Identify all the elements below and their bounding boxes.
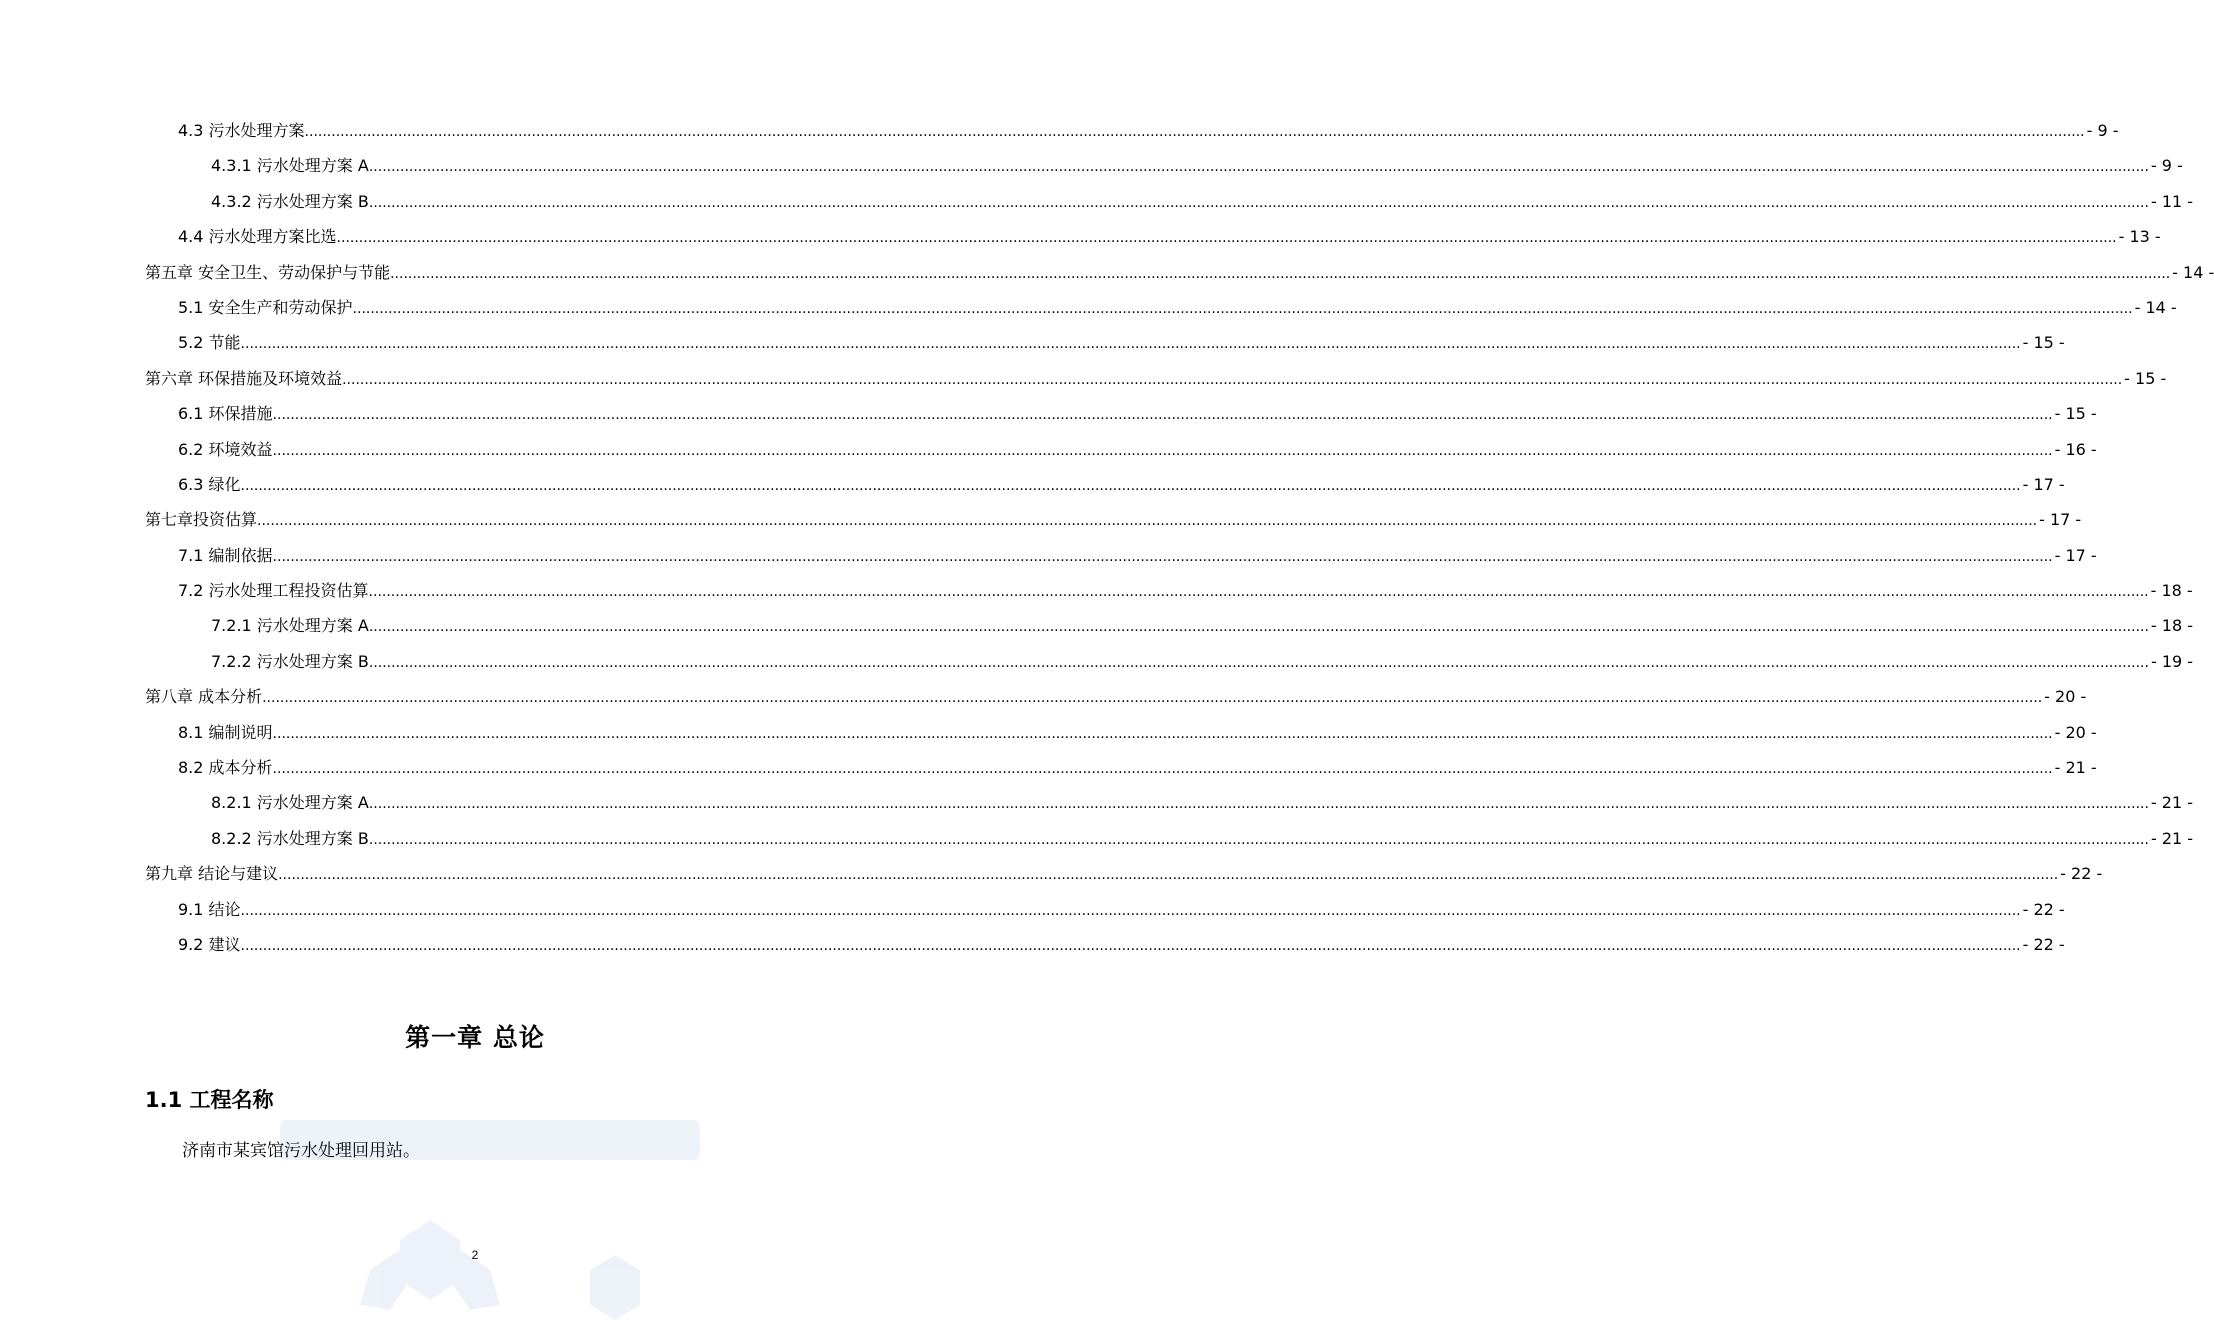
toc-leader-dots: ................................................................................................................................................................................................................................................................................................................................................................................................................ bbox=[368, 619, 2149, 636]
toc-entry-text: 5.2 节能 bbox=[178, 333, 241, 353]
toc-entry[interactable] bbox=[145, 790, 2193, 825]
toc-entry[interactable] bbox=[145, 224, 2161, 259]
toc-leader-dots: ................................................................................................................................................................................................................................................................................................................................................................................................................ bbox=[240, 336, 2021, 353]
toc-entry-page: - 21 - bbox=[2054, 758, 2097, 778]
toc-entry-page: - 20 - bbox=[2044, 687, 2087, 707]
toc-entry-page: - 9 - bbox=[2086, 121, 2119, 140]
toc-entry[interactable] bbox=[145, 613, 2193, 648]
toc-entry-text: 4.4 污水处理方案比选 bbox=[178, 227, 337, 247]
toc-entry-text: 7.1 编制依据 bbox=[178, 545, 273, 565]
toc-entry-page: - 20 - bbox=[2054, 722, 2097, 742]
toc-leader-dots: ................................................................................................................................................................................................................................................................................................................................................................................................................ bbox=[240, 477, 2021, 494]
toc-leader-dots: ................................................................................................................................................................................................................................................................................................................................................................................................................ bbox=[240, 902, 2021, 919]
toc-entry-text: 第六章 环保措施及环境效益 bbox=[145, 368, 343, 388]
toc-entry-text: 7.2 污水处理工程投资估算 bbox=[178, 581, 369, 601]
body-paragraph: 济南市某宾馆污水处理回用站。 bbox=[182, 1141, 420, 1161]
toc-entry[interactable] bbox=[145, 366, 2167, 401]
toc-entry-text: 9.2 建议 bbox=[178, 934, 241, 954]
toc-leader-dots: ................................................................................................................................................................................................................................................................................................................................................................................................................ bbox=[368, 584, 2149, 601]
toc-leader-dots: ................................................................................................................................................................................................................................................................................................................................................................................................................ bbox=[304, 124, 2085, 140]
toc-entry[interactable] bbox=[145, 153, 2183, 188]
toc-entry[interactable] bbox=[145, 401, 2097, 436]
toc-entry-text: 8.1 编制说明 bbox=[178, 722, 273, 742]
toc-entry-page: - 14 - bbox=[2172, 262, 2214, 282]
toc-entry[interactable] bbox=[145, 472, 2065, 507]
toc-entry[interactable] bbox=[145, 720, 2097, 755]
toc-entry-page: - 19 - bbox=[2150, 651, 2194, 671]
toc-entry-text: 第七章投资估算 bbox=[145, 510, 258, 530]
toc-entry[interactable] bbox=[145, 897, 2065, 932]
toc-entry-page: - 22 - bbox=[2022, 934, 2065, 954]
toc-entry-page: - 22 - bbox=[2060, 864, 2103, 884]
toc-entry-text: 第九章 结论与建议 bbox=[145, 864, 279, 884]
toc-leader-dots: ................................................................................................................................................................................................................................................................................................................................................................................................................ bbox=[368, 194, 2149, 211]
toc-entry-text: 9.1 结论 bbox=[178, 899, 241, 919]
toc-entry-page: - 14 - bbox=[2134, 297, 2177, 317]
toc-entry[interactable] bbox=[145, 260, 2214, 295]
toc-entry-text: 4.3.2 污水处理方案 B bbox=[211, 191, 369, 211]
toc-entry-text: 4.3 污水处理方案 bbox=[178, 121, 305, 140]
toc-entry-page: - 21 - bbox=[2150, 828, 2194, 848]
toc-entry-page: - 15 - bbox=[2022, 333, 2065, 353]
toc-entry[interactable] bbox=[145, 684, 2087, 719]
toc-entry[interactable] bbox=[145, 330, 2065, 365]
toc-entry-text: 6.2 环境效益 bbox=[178, 439, 273, 459]
toc-entry[interactable] bbox=[145, 932, 2065, 967]
toc-entry-page: - 21 - bbox=[2150, 793, 2193, 813]
section-title: 1.1 工程名称 bbox=[145, 1088, 274, 1112]
toc-entry-page: - 17 - bbox=[2054, 545, 2097, 565]
toc-entry-page: - 18 - bbox=[2150, 616, 2193, 636]
toc-entry-text: 8.2.1 污水处理方案 A bbox=[211, 793, 369, 813]
toc-entry[interactable] bbox=[145, 861, 2103, 896]
toc-entry-page: - 22 - bbox=[2022, 899, 2065, 919]
toc-leader-dots: ................................................................................................................................................................................................................................................................................................................................................................................................................ bbox=[368, 831, 2149, 848]
toc-entry-text: 6.1 环保措施 bbox=[178, 404, 273, 424]
toc-entry[interactable] bbox=[145, 189, 2194, 224]
toc-entry-page: - 9 - bbox=[2150, 156, 2183, 176]
toc-entry-text: 8.2.2 污水处理方案 B bbox=[211, 828, 369, 848]
toc-entry[interactable] bbox=[145, 755, 2097, 790]
toc-entry[interactable] bbox=[145, 649, 2194, 684]
toc-leader-dots: ................................................................................................................................................................................................................................................................................................................................................................................................................ bbox=[368, 654, 2149, 671]
toc-entry-page: - 11 - bbox=[2150, 191, 2194, 211]
toc-entry[interactable] bbox=[145, 507, 2082, 542]
toc-leader-dots: ................................................................................................................................................................................................................................................................................................................................................................................................................ bbox=[272, 442, 2053, 459]
toc-leader-dots: ................................................................................................................................................................................................................................................................................................................................................................................................................ bbox=[390, 265, 2171, 282]
toc-leader-dots: ................................................................................................................................................................................................................................................................................................................................................................................................................ bbox=[272, 761, 2053, 778]
toc-leader-dots: ................................................................................................................................................................................................................................................................................................................................................................................................................ bbox=[342, 371, 2123, 388]
toc-leader-dots: ................................................................................................................................................................................................................................................................................................................................................................................................................ bbox=[352, 300, 2133, 317]
toc-entry-page: - 15 - bbox=[2054, 404, 2097, 424]
toc-entry-page: - 15 - bbox=[2124, 368, 2167, 388]
toc-entry-page: - 17 - bbox=[2022, 474, 2065, 494]
toc-entry-text: 第八章 成本分析 bbox=[145, 687, 263, 707]
toc-entry-text: 4.3.1 污水处理方案 A bbox=[211, 156, 369, 176]
toc-entry-text: 第五章 安全卫生、劳动保护与节能 bbox=[145, 262, 391, 282]
toc-entry-page: - 17 - bbox=[2039, 510, 2082, 530]
toc-entry-text: 8.2 成本分析 bbox=[178, 758, 273, 778]
toc-entry-page: - 18 - bbox=[2150, 581, 2193, 601]
toc-leader-dots: ................................................................................................................................................................................................................................................................................................................................................................................................................ bbox=[278, 867, 2059, 884]
toc-entry-page: - 13 - bbox=[2118, 227, 2161, 247]
toc-entry-text: 7.2.1 污水处理方案 A bbox=[211, 616, 369, 636]
toc-leader-dots: ................................................................................................................................................................................................................................................................................................................................................................................................................ bbox=[336, 230, 2117, 247]
toc-entry[interactable] bbox=[145, 437, 2097, 472]
toc-entry[interactable] bbox=[145, 295, 2177, 330]
toc-leader-dots: ................................................................................................................................................................................................................................................................................................................................................................................................................ bbox=[272, 725, 2053, 742]
toc-entry[interactable] bbox=[145, 826, 2194, 861]
toc-leader-dots: ................................................................................................................................................................................................................................................................................................................................................................................................................ bbox=[368, 796, 2149, 813]
toc-entry-text: 6.3 绿化 bbox=[178, 474, 241, 494]
toc-entry-text: 7.2.2 污水处理方案 B bbox=[211, 651, 369, 671]
toc-entry[interactable] bbox=[145, 578, 2193, 613]
toc-entry-page: - 16 - bbox=[2054, 439, 2097, 459]
page-number: 2 bbox=[471, 1248, 479, 1262]
toc-leader-dots: ................................................................................................................................................................................................................................................................................................................................................................................................................ bbox=[262, 690, 2043, 707]
toc-leader-dots: ................................................................................................................................................................................................................................................................................................................................................................................................................ bbox=[257, 513, 2038, 530]
toc-entry-text: 5.1 安全生产和劳动保护 bbox=[178, 297, 353, 317]
toc-leader-dots: ................................................................................................................................................................................................................................................................................................................................................................................................................ bbox=[368, 159, 2149, 176]
toc-leader-dots: ................................................................................................................................................................................................................................................................................................................................................................................................................ bbox=[240, 937, 2021, 954]
table-of-contents bbox=[145, 118, 2214, 967]
toc-leader-dots: ................................................................................................................................................................................................................................................................................................................................................................................................................ bbox=[272, 407, 2053, 424]
toc-entry[interactable] bbox=[145, 118, 2119, 153]
chapter-title: 第一章 总论 bbox=[405, 1023, 545, 1052]
watermark-snowflake-icon bbox=[260, 1080, 720, 1344]
toc-leader-dots: ................................................................................................................................................................................................................................................................................................................................................................................................................ bbox=[272, 548, 2053, 565]
toc-entry[interactable] bbox=[145, 543, 2097, 578]
